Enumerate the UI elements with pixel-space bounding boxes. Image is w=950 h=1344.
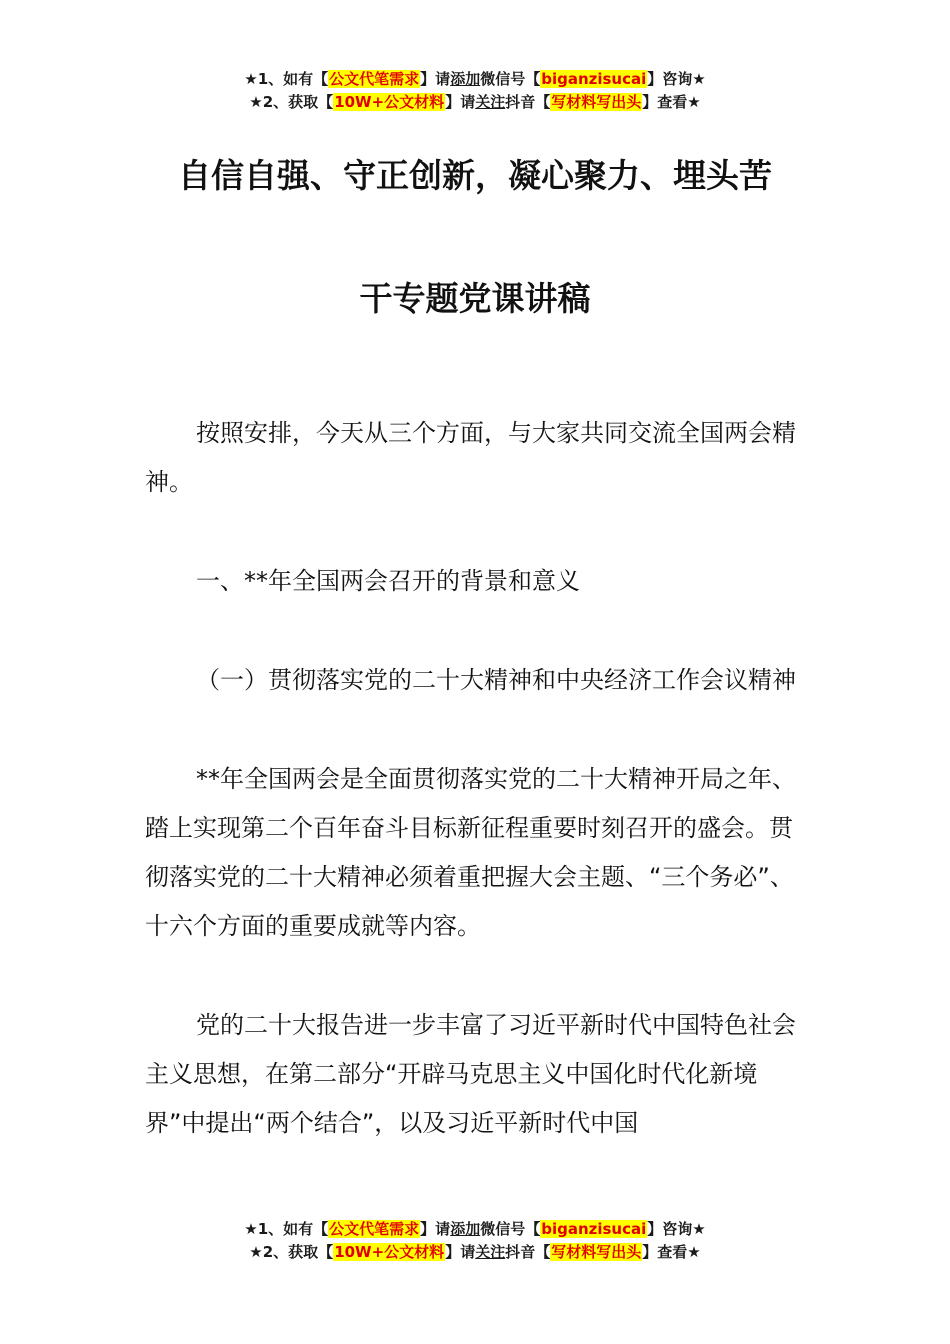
body-paragraph: **年全国两会是全面贯彻落实党的二十大精神开局之年、踏上实现第二个百年奋斗目标新征程重要时刻召开的盛会。贯彻落实党的二十大精神必须着重把握大会主题、“三个务必”、十六个方面的重要成就等内容。 [145,765,796,940]
promo-text: 】查看★ [642,93,701,111]
promo-text: 】咨询★ [647,70,706,88]
promo-highlight: 公文代笔需求 [329,1220,420,1238]
promo-text: ★1、如有【 [244,1220,329,1238]
header-promo-banner [0,68,950,114]
document-title-line-1: 自信自强、守正创新，凝心聚力、埋头苦 [178,156,772,195]
footer-promo-banner [0,1218,950,1264]
promo-highlight: biganzisucai [541,70,647,88]
promo-text: 】请 [420,70,451,88]
subsection-heading: （一）贯彻落实党的二十大精神和中央经济工作会议精神 [196,666,796,694]
promo-text: 】请 [445,1243,476,1261]
promo-highlight: 写材料写出头 [551,93,642,111]
promo-text: 微信号【 [480,1220,541,1238]
promo-text: ★2、获取【 [249,1243,334,1261]
promo-text: 抖音【 [505,1243,551,1261]
promo-underlined-text: 关注 [475,1243,506,1261]
promo-highlight: 写材料写出头 [551,1243,642,1261]
body-paragraph: 按照安排，今天从三个方面，与大家共同交流全国两会精神。 [145,419,796,496]
promo-text: 】咨询★ [647,1220,706,1238]
promo-highlight: 10W+公文材料 [334,1243,445,1261]
promo-text: 微信号【 [480,70,541,88]
promo-text: 】请 [420,1220,451,1238]
document-title-line-2: 干专题党课讲稿 [359,279,591,318]
promo-underlined-text: 添加 [450,1220,481,1238]
document-body [145,409,807,1148]
promo-highlight: 公文代笔需求 [329,70,420,88]
promo-text: 】请 [445,93,476,111]
promo-underlined-text: 添加 [450,70,481,88]
promo-line-2 [0,1241,950,1264]
promo-text: 】查看★ [642,1243,701,1261]
promo-highlight: biganzisucai [541,1220,647,1238]
body-paragraph: 党的二十大报告进一步丰富了习近平新时代中国特色社会主义思想，在第二部分“开辟马克思主义中国化时代化新境界”中提出“两个结合”，以及习近平新时代中国 [145,1011,796,1137]
promo-text: ★1、如有【 [244,70,329,88]
promo-line-1 [0,68,950,91]
promo-line-2 [0,91,950,114]
section-heading: 一、**年全国两会召开的背景和意义 [196,567,580,595]
promo-line-1 [0,1218,950,1241]
promo-text: 抖音【 [505,93,551,111]
promo-text: ★2、获取【 [249,93,334,111]
promo-highlight: 10W+公文材料 [334,93,445,111]
promo-underlined-text: 关注 [475,93,506,111]
